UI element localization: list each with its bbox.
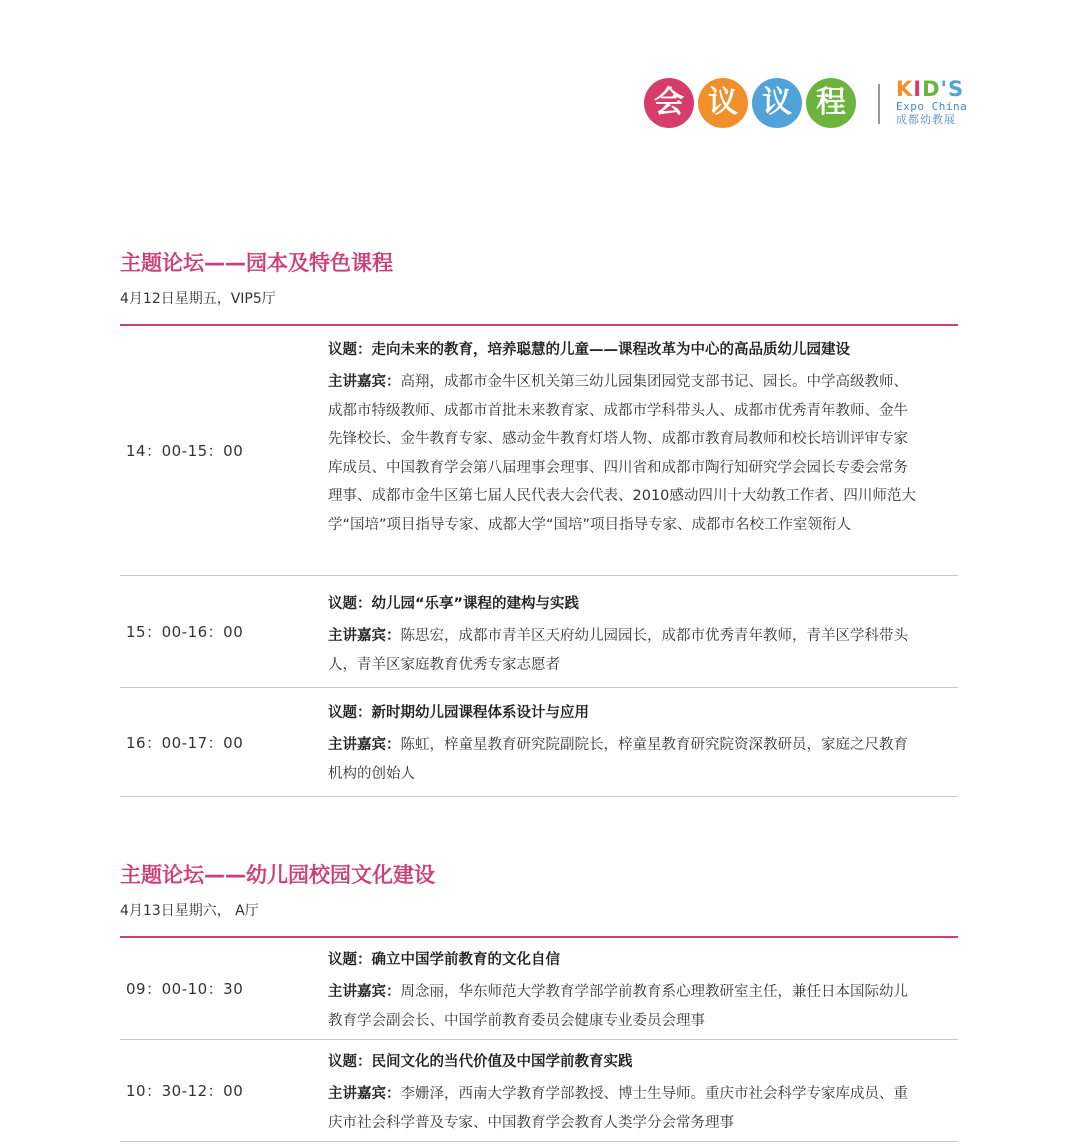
logo-subtitle: Expo China bbox=[896, 100, 968, 113]
title-char-circle: 程 bbox=[806, 78, 856, 128]
section-title: 主题论坛——园本及特色课程 bbox=[120, 251, 393, 275]
session-speaker bbox=[328, 978, 918, 1035]
session-row bbox=[120, 1040, 958, 1142]
session-time: 15：00-16：00 bbox=[126, 623, 244, 641]
session-row bbox=[120, 326, 958, 576]
session-content bbox=[328, 938, 918, 1035]
speaker-bio: 高翔，成都市金牛区机关第三幼儿园集团园党支部书记、园长。中学高级教师、成都市特级教师、成都市首批未来教育家、成都市学科带头人、成都市优秀青年教师、金牛先锋校长、金牛教育专家、感动金牛教育灯塔人物、成都市教育局教师和校长培训评审专家库成员、中国教育学会第八届理事会理事、四川省和成都市陶行知研究学会园长专委会常务理事、成都市金牛区第七届人民代表大会代表、2010感动四川十大幼教工作者、四川师范大学“国培”项目指导专家、成都大学“国培”项目指导专家、成都市名校工作室领衔人 bbox=[328, 374, 916, 533]
session-topic: 议题：幼儿园“乐享”课程的建构与实践 bbox=[328, 596, 580, 612]
section-title: 主题论坛——幼儿园校园文化建设 bbox=[120, 863, 435, 887]
title-char-circle: 会 bbox=[644, 78, 694, 128]
forum-section bbox=[120, 860, 958, 1142]
session-row bbox=[120, 938, 958, 1040]
logo-letter: K bbox=[896, 77, 914, 101]
session-row bbox=[120, 576, 958, 688]
logo-letter: D bbox=[922, 77, 941, 101]
session-time: 16：00-17：00 bbox=[126, 733, 244, 752]
agenda-header bbox=[640, 74, 980, 136]
logo-wordmark bbox=[896, 78, 976, 100]
session-row bbox=[120, 688, 958, 797]
session-content bbox=[328, 1040, 918, 1137]
session-speaker bbox=[328, 368, 918, 539]
title-char-circle: 议 bbox=[698, 78, 748, 128]
session-time: 14：00-15：00 bbox=[126, 442, 244, 460]
speaker-bio: 李姗泽，西南大学教育学部教授、博士生导师。重庆市社会科学专家库成员、重庆市社会科学普及专家、中国教育学会教育人类学分会常务理事 bbox=[328, 1086, 908, 1131]
session-time: 09：00-10：30 bbox=[126, 980, 244, 998]
session-speaker bbox=[328, 1080, 918, 1137]
header-divider bbox=[878, 84, 880, 124]
speaker-label: 主讲嘉宾： bbox=[328, 374, 401, 390]
speaker-label: 主讲嘉宾： bbox=[328, 984, 401, 1000]
speaker-label: 主讲嘉宾： bbox=[328, 628, 401, 644]
speaker-label: 主讲嘉宾： bbox=[328, 1086, 401, 1102]
session-topic: 议题：走向未来的教育，培养聪慧的儿童——课程改革为中心的高品质幼儿园建设 bbox=[328, 342, 850, 358]
section-date: 4月13日星期六， A厅 bbox=[120, 903, 259, 919]
session-speaker bbox=[328, 622, 918, 679]
section-date: 4月12日星期五，VIP5厅 bbox=[120, 291, 276, 307]
forum-section bbox=[120, 248, 958, 797]
session-content bbox=[328, 688, 918, 788]
session-content bbox=[328, 326, 918, 539]
logo-chinese-name: 成都幼教展 bbox=[896, 113, 956, 126]
agenda-title bbox=[644, 78, 856, 128]
logo-letter: S bbox=[947, 77, 965, 101]
logo-letter: I bbox=[913, 77, 923, 101]
kids-expo-logo bbox=[896, 78, 976, 127]
speaker-bio: 周念丽，华东师范大学教育学部学前教育系心理教研室主任，兼任日本国际幼儿教育学会副会长、中国学前教育委员会健康专业委员会理事 bbox=[328, 984, 908, 1029]
session-topic: 议题：确立中国学前教育的文化自信 bbox=[328, 952, 560, 968]
session-time: 10：30-12：00 bbox=[126, 1082, 244, 1100]
session-content bbox=[328, 576, 918, 679]
session-speaker bbox=[328, 731, 918, 788]
session-topic: 议题：新时期幼儿园课程体系设计与应用 bbox=[328, 705, 589, 721]
speaker-bio: 陈思宏，成都市青羊区天府幼儿园园长，成都市优秀青年教师，青羊区学科带头人，青羊区家庭教育优秀专家志愿者 bbox=[328, 628, 908, 673]
speaker-bio: 陈虹，梓童星教育研究院副院长，梓童星教育研究院资深教研员，家庭之尺教育机构的创始人 bbox=[328, 737, 908, 782]
title-char-circle: 议 bbox=[752, 78, 802, 128]
speaker-label: 主讲嘉宾： bbox=[328, 737, 401, 753]
session-topic: 议题：民间文化的当代价值及中国学前教育实践 bbox=[328, 1054, 633, 1070]
logo-letter: ' bbox=[940, 77, 948, 101]
